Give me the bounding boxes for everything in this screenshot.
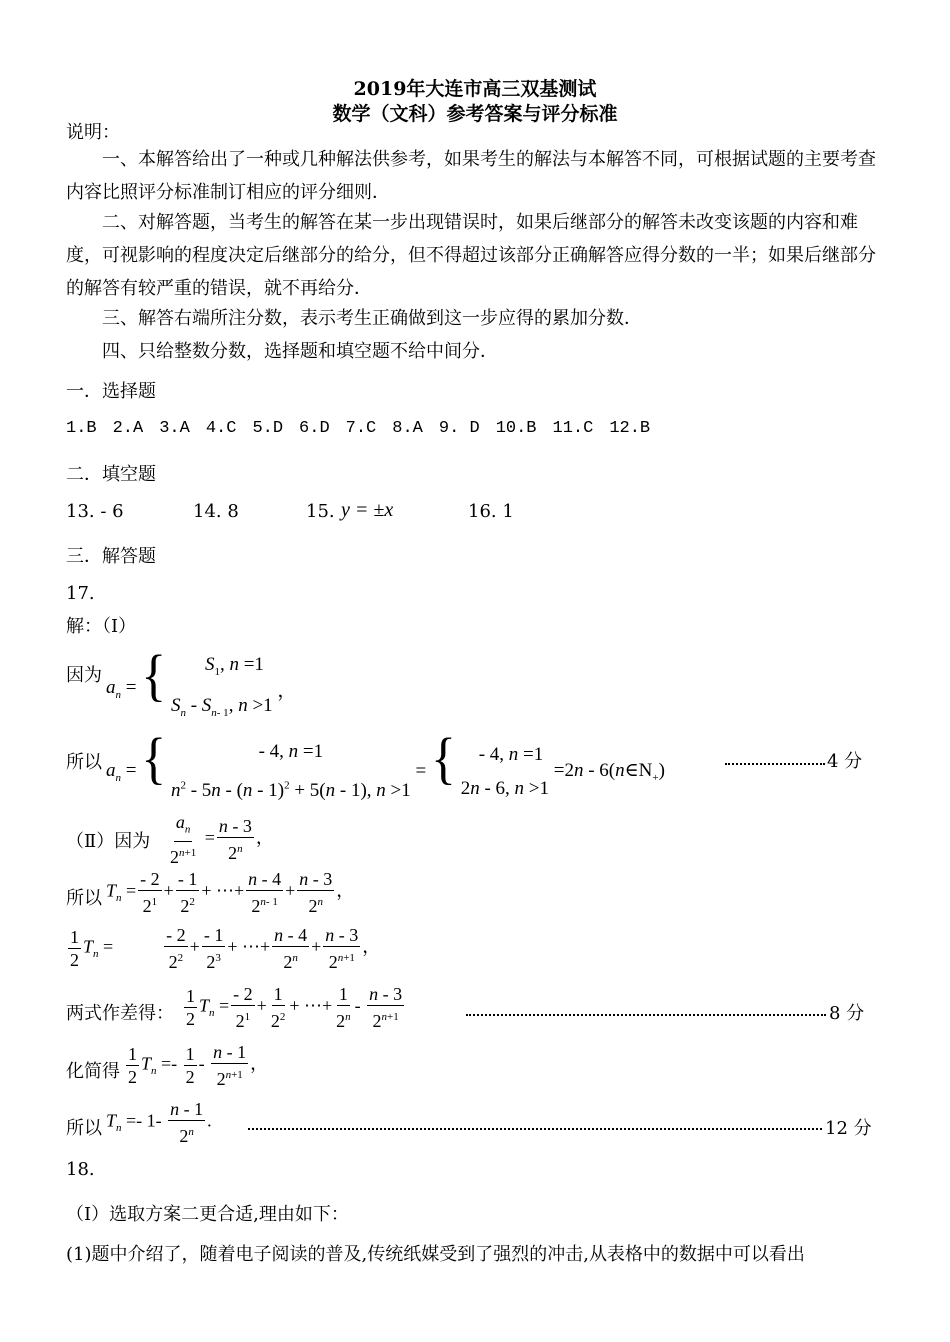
choice-answer: 5.D <box>252 419 284 438</box>
q17-half-Tn-sum: $\frac{1}{2}$ $T_n$ = $\frac{- 2}{2^2}$ + $\frac{- 1}{2^3}$ + ⋯+ $\frac{n - 4}{2^n}$ + $\frac{n - 3}{2^{n+1}}$ ， <box>70 925 381 972</box>
dot-leader <box>466 1014 826 1016</box>
q17-therefore-label: 所以 <box>66 752 102 773</box>
q18-number: 18. <box>66 1159 95 1180</box>
dot-leader <box>248 1128 822 1130</box>
choice-answer: 11.C <box>552 419 594 438</box>
note-paragraph-2: 二、对解答题，当考生的解答在某一步出现错误时，如果后继部分的解答未改变该题的内容和难度，可视影响的程度决定后继部分的给分，但不得超过该部分正确解答应得分数的一半；如果后继部分的解答有较严重的错误，就不再给分． <box>66 212 876 299</box>
section-choice-heading: 一．选择题 <box>66 381 156 402</box>
q17-final-label: 所以 <box>66 1118 102 1139</box>
q17-because-label: 因为 <box>66 665 102 686</box>
q17-part2-label: （Ⅱ）因为 <box>66 831 151 852</box>
choice-answer: 1.B <box>66 419 97 438</box>
choice-answer: 10.B <box>495 419 537 438</box>
fill-answer-15-label: 15. <box>306 501 335 522</box>
q17-difference: $\frac{1}{2}$ $T_n$ = $\frac{- 2}{2^1}$ + $\frac{1}{2^2}$ + ⋯+ $\frac{1}{2^n}$ - $\frac{n - 3}{2^{n+1}}$ <box>186 984 403 1031</box>
fill-answer-15-expr: y = ±x <box>341 499 394 521</box>
q17-Tn-sum: $T_n$ = $\frac{- 2}{2^1}$ + $\frac{- 1}{2^2}$ + ⋯+ $\frac{n - 4}{2^{n- 1}}$ + $\frac{n - 3}{2^n}$ ， <box>106 869 355 916</box>
note-paragraph-1: 一、本解答给出了一种或几种解法供参考，如果考生的解法与本解答不同，可根据试题的主要考查内容比照评分标准制订相应的评分细则． <box>66 149 876 203</box>
choice-answer: 7.C <box>345 419 377 438</box>
q17-an-piecewise: $a_n$ = { $S_1$, n =1 $S_n - S_{n- 1}$, n >1 ， <box>106 645 297 719</box>
q17-score-4: 4 分 <box>827 751 863 772</box>
note-paragraph-3: 三、解答右端所注分数，表示考生正确做到这一步应得的累加分数． <box>102 308 642 329</box>
page-title: 2019年大连市高三双基测试 <box>353 78 597 100</box>
choice-answer: 9. D <box>438 419 480 438</box>
choice-answer: 8.A <box>392 419 423 438</box>
choice-answer: 2.A <box>112 419 144 438</box>
q17-part2-ratio: $\frac{a_n}{2^{n+1}}$ = $\frac{n - 3}{2^n}$ ， <box>170 812 274 867</box>
q17-score-8: 8 分 <box>829 1003 865 1024</box>
section-solve-heading: 三．解答题 <box>66 546 156 567</box>
q17-final-result: $T_n =- 1-$ $\frac{n - 1}{2^n}$ . <box>106 1099 212 1146</box>
q17-simplify-label: 化简得 <box>66 1061 120 1082</box>
fill-answer-16: 16. 1 <box>468 501 514 522</box>
q17-part1-label: 解：（Ⅰ） <box>66 616 137 637</box>
notes-heading: 说明： <box>66 122 120 143</box>
fill-answer-13: 13. - 6 <box>66 501 124 522</box>
choice-answer: 12.B <box>609 419 651 438</box>
q17-number: 17. <box>66 583 95 604</box>
q18-reason1: (1)题中介绍了，随着电子阅读的普及,传统纸媒受到了强烈的冲击,从表格中的数据中可以看出 <box>66 1244 805 1265</box>
choice-answer: 3.A <box>159 419 190 438</box>
q17-subtract-label: 两式作差得： <box>66 1003 174 1024</box>
q17-an-formula: $a_n$ = { - 4, n =1 $n^2 - 5n - (n - 1)^2 + 5(n - 1)$, n >1 = { - 4, n =1 2n - 6, $n >1 =2n - 6(n\in N_+)$ <box>106 728 665 802</box>
section-fill-heading: 二．填空题 <box>66 464 156 485</box>
page-subtitle: 数学（文科）参考答案与评分标准 <box>332 103 618 125</box>
choice-answer: 4.C <box>205 419 237 438</box>
choice-answers-row <box>66 419 666 438</box>
choice-answer: 6.D <box>299 419 330 438</box>
q18-part1: （Ⅰ）选取方案二更合适,理由如下： <box>66 1204 349 1225</box>
dot-leader <box>725 763 825 765</box>
q17-score-12: 12 分 <box>825 1118 872 1139</box>
fill-answer-14: 14. 8 <box>193 501 239 522</box>
q17-Tn-label: 所以 <box>66 888 102 909</box>
note-paragraph-4: 四、只给整数分数，选择题和填空题不给中间分． <box>102 341 498 362</box>
q17-simplified: $\frac{1}{2}$ $T_n$ =- $\frac{1}{2}$ - $\frac{n - 1}{2^{n+1}}$ ， <box>128 1042 269 1089</box>
